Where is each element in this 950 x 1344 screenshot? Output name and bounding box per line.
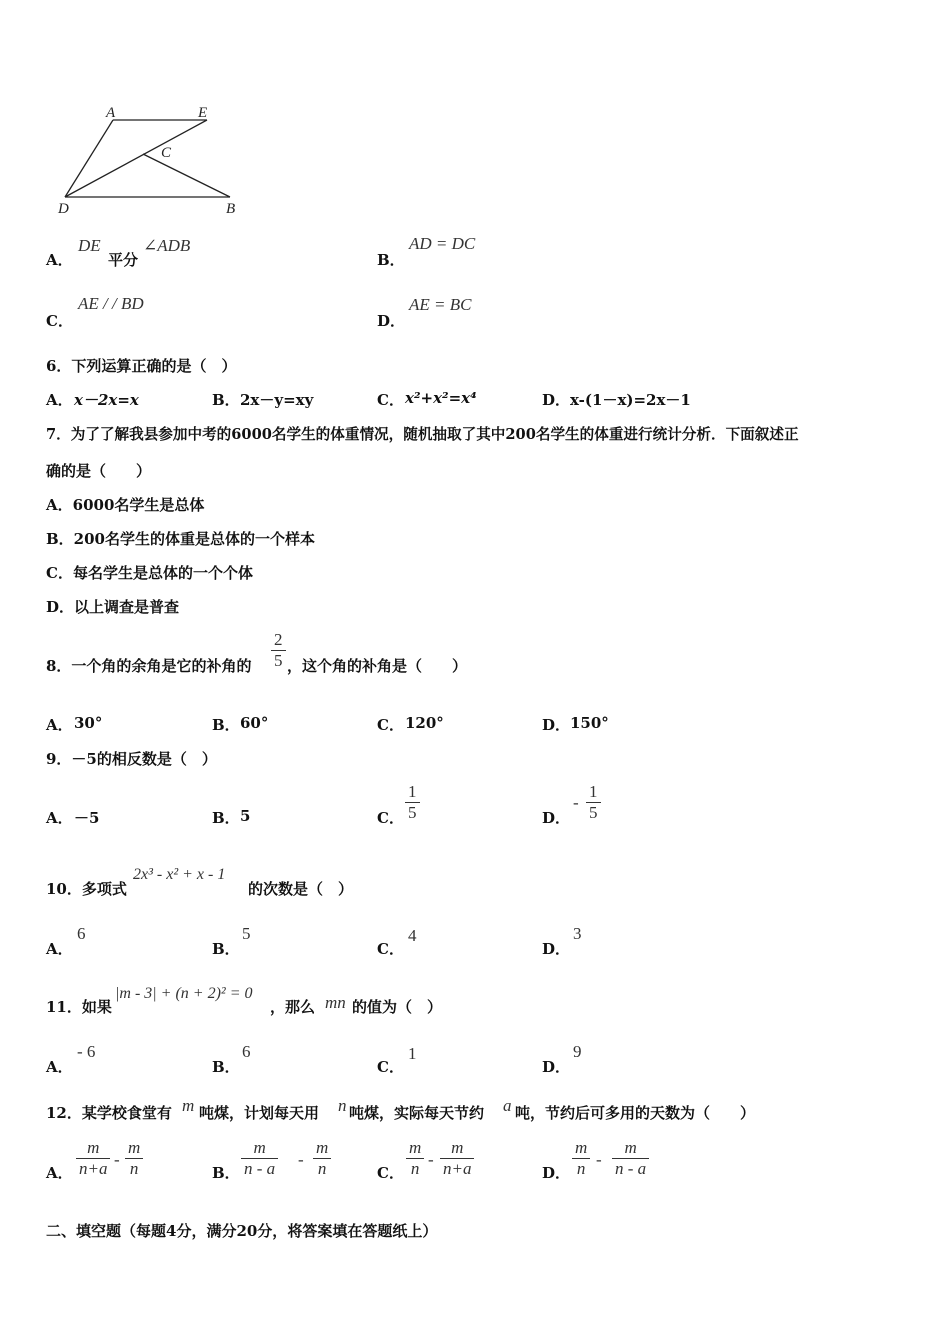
q7-stem-line2: 确的是（ ） xyxy=(46,462,152,480)
section-2-heading: 二、填空题（每题4分，满分20分，将答案填在答题纸上） xyxy=(46,1222,438,1240)
q12-option-d-frac2-den: n - a xyxy=(612,1158,649,1179)
q11-expression: |m - 3| + (n + 2)² = 0 xyxy=(115,985,253,1002)
q5-option-d-label: D． xyxy=(377,312,406,330)
q5-option-b-label: B． xyxy=(377,251,405,269)
q9-stem: 9．－5的相反数是（ ） xyxy=(46,750,217,768)
q11-option-a-label: A． xyxy=(46,1058,73,1076)
label-d: D xyxy=(58,201,69,217)
q12-option-b-frac1 xyxy=(241,1138,278,1179)
q7-option-b: B．200名学生的体重是总体的一个样本 xyxy=(46,530,315,548)
q10-option-c-label: C． xyxy=(377,940,404,958)
label-a: A xyxy=(106,105,116,121)
q6-option-b-text: 2x－y=xy xyxy=(240,391,314,409)
q11-stem-mid: ，那么 xyxy=(270,998,316,1016)
q12-option-a-op: - xyxy=(114,1150,120,1169)
q10-stem-post: 的次数是（ ） xyxy=(248,880,354,898)
q10-expression: 2x³ - x² + x - 1 xyxy=(133,866,226,883)
q12-option-b-frac2 xyxy=(313,1138,331,1179)
q5-option-b-math: AD = DC xyxy=(409,234,476,253)
q5-option-a-math: DE xyxy=(78,236,101,255)
q12-option-b-frac2-num: m xyxy=(316,1138,329,1157)
q10-option-a-label: A． xyxy=(46,940,73,958)
q8-option-a-text: 30° xyxy=(74,714,103,732)
q8-fraction-numerator: 2 xyxy=(274,630,283,649)
q8-option-d-label: D． xyxy=(542,716,571,734)
q12-stem-p3: 吨煤，实际每天节约 xyxy=(349,1104,485,1122)
geometry-figure xyxy=(55,100,255,220)
q11-option-a-val: - 6 xyxy=(77,1042,96,1061)
q6-option-c-label: C． xyxy=(377,391,404,409)
q12-option-d-frac2-num: m xyxy=(624,1138,637,1157)
q12-option-a-frac1-den: n+a xyxy=(76,1158,110,1179)
q6-option-a-text: x－2x=x xyxy=(74,391,139,409)
q11-option-d-label: D． xyxy=(542,1058,571,1076)
q12-option-d-frac1 xyxy=(572,1138,590,1179)
segment-de xyxy=(65,120,207,197)
q9-option-b-text: 5 xyxy=(240,807,251,825)
q9-option-d-fraction xyxy=(586,782,601,823)
label-e: E xyxy=(198,105,208,121)
q12-option-d-label: D． xyxy=(542,1164,571,1182)
q12-option-c-frac2 xyxy=(440,1138,474,1179)
segment-cb xyxy=(143,154,230,197)
q6-stem: 6．下列运算正确的是（ ） xyxy=(46,357,237,375)
q10-option-b-label: B． xyxy=(212,940,240,958)
q11-stem-post: 的值为（ ） xyxy=(352,998,443,1016)
q11-option-b-val: 6 xyxy=(242,1042,251,1061)
q9-option-b-label: B． xyxy=(212,809,240,827)
q8-option-d-text: 150° xyxy=(570,714,609,732)
q10-option-a-val: 6 xyxy=(77,924,86,943)
q7-option-a: A．6000名学生是总体 xyxy=(46,496,205,514)
q8-fraction-denominator: 5 xyxy=(271,650,286,671)
q12-stem-p4: 吨，节约后可多用的天数为（ ） xyxy=(515,1104,756,1122)
q6-option-c-text: x²+x²=x⁴ xyxy=(405,389,477,407)
q6-option-d-label: D． xyxy=(542,391,571,409)
q12-option-d-frac1-num: m xyxy=(575,1138,588,1157)
q8-option-c-text: 120° xyxy=(405,714,444,732)
q9-option-d-sign: - xyxy=(573,793,579,812)
q7-option-c: C．每名学生是总体的一个个体 xyxy=(46,564,253,582)
label-b: B xyxy=(226,201,236,217)
q8-option-a-label: A． xyxy=(46,716,73,734)
q8-fraction xyxy=(271,630,286,671)
q12-option-c-op: - xyxy=(428,1150,434,1169)
q12-option-a-frac2 xyxy=(125,1138,143,1179)
q9-option-c-fraction xyxy=(405,782,420,823)
q5-option-c-label: C． xyxy=(46,312,73,330)
q6-option-b-label: B． xyxy=(212,391,240,409)
q8-stem-pre: 8．一个角的余角是它的补角的 xyxy=(46,657,252,675)
q12-option-b-frac1-den: n - a xyxy=(241,1158,278,1179)
q12-option-b-frac1-num: m xyxy=(253,1138,266,1157)
q12-option-d-frac1-den: n xyxy=(572,1158,590,1179)
q12-option-a-frac2-den: n xyxy=(125,1158,143,1179)
q12-option-c-frac1-num: m xyxy=(409,1138,422,1157)
q9-option-d-label: D． xyxy=(542,809,571,827)
q6-option-d-text: x-(1－x)=2x－1 xyxy=(570,391,691,409)
q12-stem-p2: 吨煤，计划每天用 xyxy=(199,1104,320,1122)
q9-option-c-denominator: 5 xyxy=(405,802,420,823)
q12-option-a-frac2-num: m xyxy=(128,1138,141,1157)
q9-option-a-label: A． xyxy=(46,809,73,827)
q5-option-c-math: AE / / BD xyxy=(78,294,144,313)
q12-var-a: a xyxy=(503,1096,512,1115)
q7-stem-line1: 7．为了了解我县参加中考的6000名学生的体重情况，随机抽取了其中200名学生的体重进行统计分析．下面叙述正 xyxy=(46,426,799,443)
q5-option-a-label: A． xyxy=(46,251,73,269)
q12-option-c-frac1-den: n xyxy=(406,1158,424,1179)
q12-option-a-frac1-num: m xyxy=(87,1138,100,1157)
q11-stem-pre: 11．如果 xyxy=(46,998,112,1016)
segment-ad xyxy=(65,120,113,197)
q12-option-a-label: A． xyxy=(46,1164,73,1182)
q9-option-c-numerator: 1 xyxy=(408,782,417,801)
q8-option-b-text: 60° xyxy=(240,714,269,732)
q12-option-a-frac1 xyxy=(76,1138,110,1179)
q10-option-d-val: 3 xyxy=(573,924,582,943)
q5-option-d-math: AE = BC xyxy=(409,295,472,314)
label-c: C xyxy=(161,145,172,161)
q12-option-b-label: B． xyxy=(212,1164,240,1182)
q12-option-b-op: - xyxy=(298,1150,304,1169)
q11-option-c-label: C． xyxy=(377,1058,404,1076)
q9-option-d-denominator: 5 xyxy=(586,802,601,823)
q12-option-b-frac2-den: n xyxy=(313,1158,331,1179)
q6-option-a-label: A． xyxy=(46,391,73,409)
q8-stem-post: ，这个角的补角是（ ） xyxy=(287,657,468,675)
q10-stem-pre: 10．多项式 xyxy=(46,880,127,898)
q12-option-d-frac2 xyxy=(612,1138,649,1179)
q10-option-b-val: 5 xyxy=(242,924,251,943)
q12-option-d-op: - xyxy=(596,1150,602,1169)
q12-stem-p1: 12．某学校食堂有 xyxy=(46,1104,172,1122)
q9-option-c-label: C． xyxy=(377,809,404,827)
q9-option-a-text: －5 xyxy=(74,809,100,827)
q11-option-b-label: B． xyxy=(212,1058,240,1076)
q8-option-c-label: C． xyxy=(377,716,404,734)
q11-var: mn xyxy=(325,993,346,1012)
q5-option-a-math2: ∠ADB xyxy=(143,236,191,255)
q12-option-c-frac2-num: m xyxy=(451,1138,464,1157)
q11-option-c-val: 1 xyxy=(408,1044,417,1063)
q12-option-c-frac2-den: n+a xyxy=(440,1158,474,1179)
q9-option-d-numerator: 1 xyxy=(589,782,598,801)
q10-option-c-val: 4 xyxy=(408,926,417,945)
q12-var-n: n xyxy=(338,1096,347,1115)
q5-option-a-text: 平分 xyxy=(108,251,139,269)
q12-option-c-label: C． xyxy=(377,1164,404,1182)
q12-var-m: m xyxy=(182,1096,195,1115)
q10-option-d-label: D． xyxy=(542,940,571,958)
q7-option-d: D．以上调查是普查 xyxy=(46,598,180,616)
q12-option-c-frac1 xyxy=(406,1138,424,1179)
q11-option-d-val: 9 xyxy=(573,1042,582,1061)
q8-option-b-label: B． xyxy=(212,716,240,734)
